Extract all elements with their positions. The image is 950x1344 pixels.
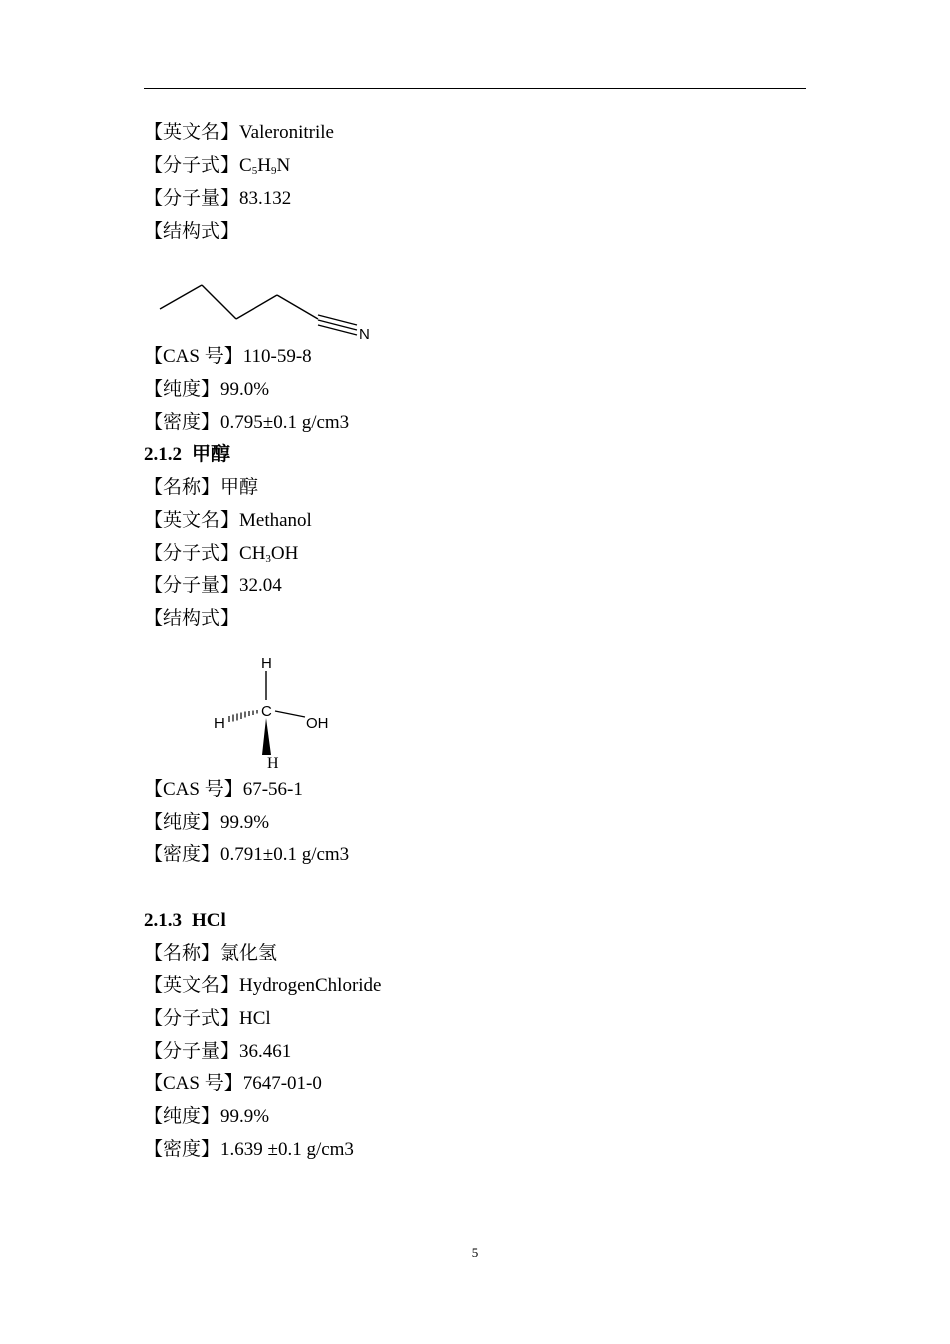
hcl-density: 【密度】1.639 ±0.1 g/cm3 <box>144 1139 354 1160</box>
hcl-formula: 【分子式】HCl <box>144 1008 271 1029</box>
methanol-purity: 【纯度】99.9% <box>144 812 270 833</box>
methanol-atom-c: C <box>261 703 272 720</box>
hcl-name: 【名称】氯化氢 <box>144 943 278 964</box>
hcl-cas: 【CAS 号】7647-01-0 <box>144 1073 322 1094</box>
methanol-atom-h-left: H <box>214 715 225 732</box>
methanol-atom-h-bottom: H <box>267 755 279 772</box>
methanol-formula: 【分子式】$CH_3OH$ <box>144 543 299 565</box>
valeronitrile-english-name: 【英文名】Valeronitrile <box>144 122 334 143</box>
valeronitrile-structure <box>150 275 390 350</box>
valeronitrile-purity: 【纯度】99.0% <box>144 379 270 400</box>
methanol-atom-h-top: H <box>261 655 272 672</box>
methanol-cas: 【CAS 号】67-56-1 <box>144 779 303 800</box>
valeronitrile-density: 【密度】0.795±0.1 g/cm3 <box>144 412 350 433</box>
hcl-purity: 【纯度】99.9% <box>144 1106 270 1127</box>
valeronitrile-molecular-weight: 【分子量】83.132 <box>144 188 292 209</box>
hcl-molecular-weight: 【分子量】36.461 <box>144 1041 292 1062</box>
section-heading-methanol: 2.1.2 甲醇 <box>144 444 231 465</box>
methanol-atom-oh: OH <box>306 715 329 732</box>
valeronitrile-structure-label: 【结构式】 <box>144 221 240 242</box>
methanol-english-name: 【英文名】Methanol <box>144 510 312 531</box>
methanol-name: 【名称】甲醇 <box>144 477 259 498</box>
methanol-structure-label: 【结构式】 <box>144 608 240 629</box>
hcl-english-name: 【英文名】HydrogenChloride <box>144 975 382 996</box>
methanol-structure <box>205 650 345 775</box>
nitrogen-atom-label: N <box>359 326 370 343</box>
header-rule <box>144 88 806 89</box>
section-heading-hcl: 2.1.3 HCl <box>144 910 226 931</box>
valeronitrile-cas: 【CAS 号】110-59-8 <box>144 346 312 367</box>
methanol-molecular-weight: 【分子量】32.04 <box>144 575 282 596</box>
methanol-density: 【密度】0.791±0.1 g/cm3 <box>144 844 350 865</box>
page-number: 5 <box>471 1245 479 1260</box>
valeronitrile-formula: 【分子式】$C_5H_9N$ <box>144 155 291 177</box>
